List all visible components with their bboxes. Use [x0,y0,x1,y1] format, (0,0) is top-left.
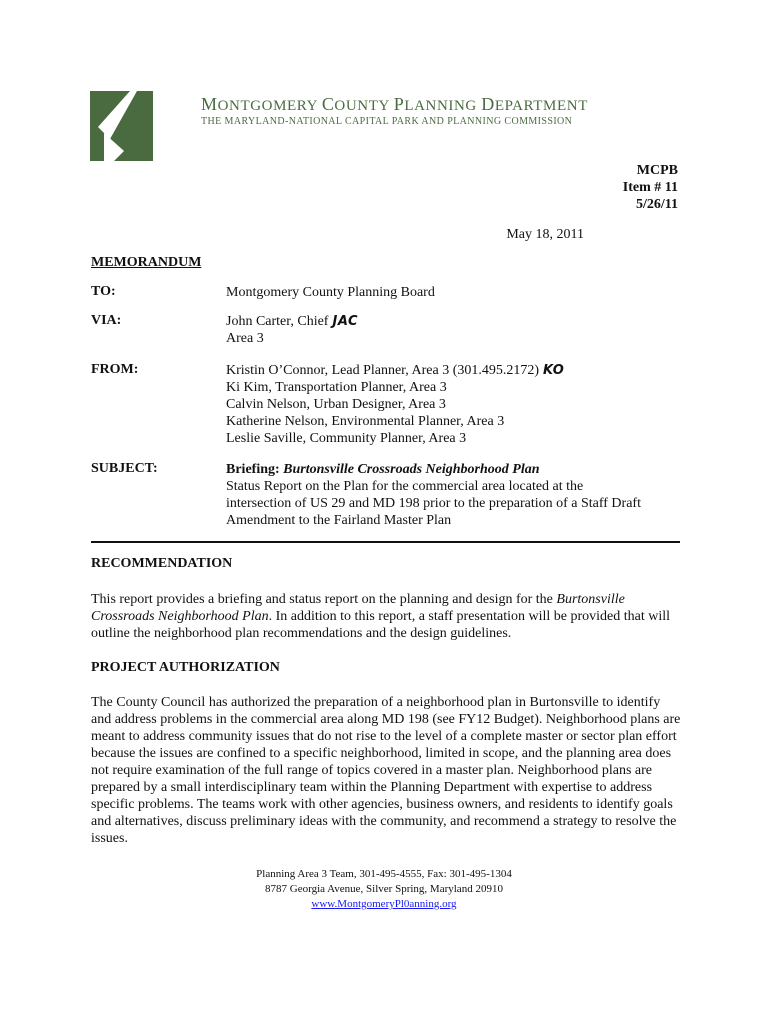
subject-title: Burtonsville Crossroads Neighborhood Plan [283,462,540,477]
recommendation-paragraph: This report provides a briefing and status report on the planning and design for the Burtonsville Crossroads Neighborhood Plan. In addition to this report, a staff presentation will be provided that will outline the neighborhood plan recommendations and the design guidelines. [91,592,671,641]
from-block [226,362,564,447]
mcpb-label: MCPB [636,163,678,178]
to-recipient: Montgomery County Planning Board [226,285,435,300]
from-person: Leslie Saville, Community Planner, Area 3 [226,431,467,446]
subject-line: Amendment to the Fairland Master Plan [226,513,452,528]
footer-contact: Planning Area 3 Team, 301-495-4555, Fax: 301-495-1304 [256,868,512,880]
department-name: MONTGOMERY COUNTY PLANNING DEPARTMENT [201,94,588,114]
commission-name: THE MARYLAND-NATIONAL CAPITAL PARK AND PLANNING COMMISSION [201,116,573,127]
memorandum-title: MEMORANDUM [91,255,202,270]
subject-prefix: Briefing: [226,462,284,477]
memo-date: May 18, 2011 [506,227,584,242]
subject-line: intersection of US 29 and MD 198 prior to the preparation of a Staff Draft [226,496,641,511]
authorization-paragraph: The County Council has authorized the preparation of a neighborhood plan in Burtonsville to identify and address problems in the commercial area along MD 198 (see FY12 Budget). Neighborhood plans are meant to address community issues that do not rise to the level of a complete master or sector plan effort because the issues are confined to a specific neighborhood, limited in scope, and the planning area does not require examination of the full range of topics covered in a master plan. Neighborhood plans are prepared by a small interdisciplinary team within the Planning Department with expertise to address specific problems. The teams work with other agencies, business owners, and residents to identify goals and alternatives, discuss preliminary ideas with the community, and recommend a strategy to resolve the issues. [91,695,681,846]
authorization-heading: PROJECT AUTHORIZATION [91,660,280,675]
from-person: Katherine Nelson, Environmental Planner, Area 3 [226,414,505,429]
divider [91,541,680,543]
item-number: Item # 11 [622,180,678,195]
meeting-date: 5/26/11 [635,197,678,212]
to-label: TO: [91,284,116,299]
recommendation-heading: RECOMMENDATION [91,556,233,571]
footer [0,867,768,912]
subject-label: SUBJECT: [91,461,158,476]
footer-address: 8787 Georgia Avenue, Silver Spring, Maryland 20910 [265,883,503,895]
via-label: VIA: [91,313,122,328]
from-label: FROM: [91,362,139,377]
from-person: Ki Kim, Transportation Planner, Area 3 [226,380,447,395]
via-name: John Carter, Chief [226,314,329,329]
via-block [226,313,358,347]
from-lead: Kristin O’Connor, Lead Planner, Area 3 (301.495.2172) [226,363,540,378]
from-initials: KO [543,363,565,378]
via-area: Area 3 [226,331,264,346]
via-initials: JAC [332,314,359,329]
department-logo [90,91,153,161]
subject-block [226,461,641,529]
from-person: Calvin Nelson, Urban Designer, Area 3 [226,397,446,412]
subject-line: Status Report on the Plan for the commercial area located at the [226,479,584,494]
website-link[interactable]: www.MontgomeryPl0anning.org [311,898,457,910]
